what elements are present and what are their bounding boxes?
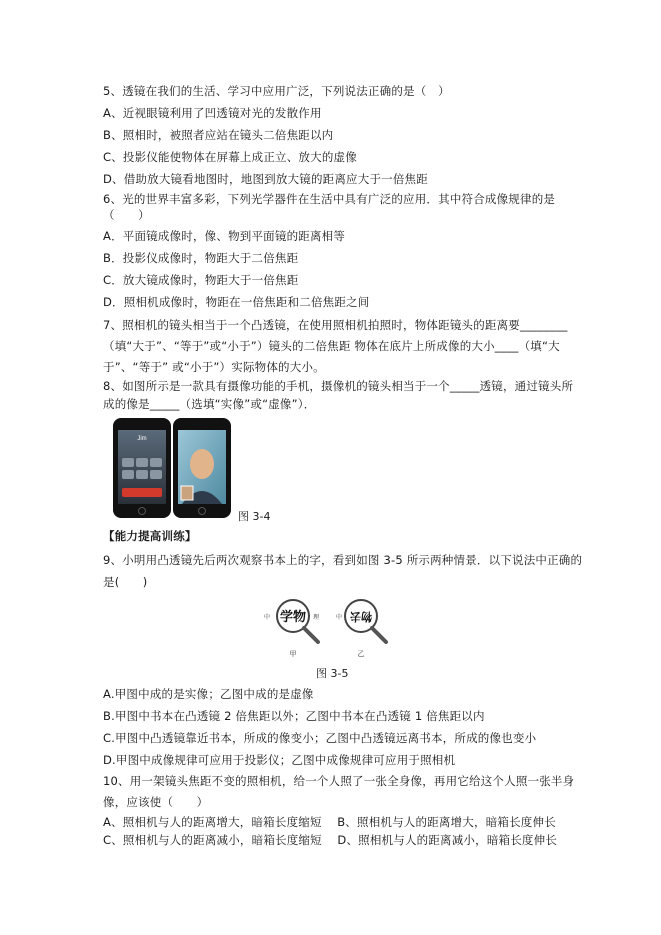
q5-option-b: B、照相时，被照者应站在镜头二倍焦距以内 (103, 128, 334, 142)
phone-photo (111, 416, 233, 520)
q6-option-a: A．平面镜成像时，像、物到平面镜的距离相等 (103, 229, 346, 243)
q9-option-c: C.甲图中凸透镜靠近书本，所成的像变小；乙图中凸透镜远离书本，所成的像也变小 (103, 731, 537, 745)
q10-options-cd: C、照相机与人的距离减小，暗箱长度缩短 D、照相机与人的距离减小，暗箱长度伸长 (103, 833, 558, 847)
q9-line2: 是( ) (103, 575, 148, 589)
figure-3-5-caption: 图 3-5 (316, 667, 349, 680)
q7-line3: 于”、“等于” 或“小于”）实际物体的大小。 (103, 360, 325, 374)
q7-line1: 7、照相机的镜头相当于一个凸透镜，在使用照相机拍照时，物体距镜头的距离要________ (103, 318, 568, 332)
face (190, 449, 214, 479)
q9-option-d: D.甲图中成像规律可应用于投影仪；乙图中成像规律可应用于照相机 (103, 753, 456, 767)
q10-options-ab: A、照相机与人的距离增大，暗箱长度缩短 B、照相机与人的距离增大，暗箱长度伸长 (103, 815, 556, 829)
q9-option-a: A.甲图中成的是实像；乙图中成的是虚像 (103, 687, 314, 701)
end-call-icon (122, 488, 162, 497)
q5-option-d: D、借助放大镜看地图时，地图到放大镜的距离应大于一倍焦距 (103, 172, 428, 186)
svg-text:学物: 学物 (279, 610, 307, 625)
q9-option-b: B.甲图中书本在凸透镜 2 倍焦距以外；乙图中书本在凸透镜 1 倍焦距以内 (103, 709, 485, 723)
q6-paren: （ ） (103, 208, 150, 222)
section-heading: 【能力提高训练】 (103, 529, 197, 543)
svg-text:乙: 乙 (357, 650, 365, 658)
q5-stem: 5、透镜在我们的生活、学习中应用广泛，下列说法正确的是（ ） (103, 84, 450, 98)
q10-line1: 10、用一架镜头焦距不变的照相机，给一个人照了一张全身像，再用它给这个人照一张半身 (103, 774, 575, 788)
magnifier-left-handle (304, 628, 318, 642)
q5-option-c: C、投影仪能使物体在屏幕上成正立、放大的虚像 (103, 150, 357, 164)
q6-option-c: C．放大镜成像时，物距大于一倍焦距 (103, 273, 299, 287)
svg-text:甲: 甲 (289, 650, 297, 658)
figure-3-4-caption: 图 3-4 (238, 510, 271, 523)
svg-text:中: 中 (264, 614, 271, 621)
caller-name: Jim (137, 436, 147, 442)
q6-option-d: D．照相机成像时，物距在一倍焦距和二倍焦距之间 (103, 295, 370, 309)
svg-text:理: 理 (313, 614, 320, 621)
q5-option-a: A、近视眼镜利用了凹透镜对光的发散作用 (103, 106, 322, 120)
q8-line1: 8、如图所示是一款具有摄像功能的手机，摄像机的镜头相当于一个_____透镜，通过镜头所 (103, 379, 574, 393)
svg-text:物去: 物去 (350, 610, 372, 623)
magnifier-figure (258, 598, 408, 660)
q9-line1: 9、小明用凸透镜先后两次观察书本上的字，看到如图 3-5 所示两种情景．以下说法中正确的 (103, 553, 583, 567)
q7-line2: （填“大于”、“等于”或“小于”）镜头的二倍焦距 物体在底片上所成像的大小____（填“大 (103, 339, 560, 353)
q6-option-b: B．投影仪成像时，物距大于二倍焦距 (103, 251, 299, 265)
q10-line2: 像，应该使（ ） (103, 795, 209, 809)
magnifier-right-handle (372, 628, 386, 642)
svg-text:中: 中 (336, 614, 343, 621)
q8-line2: 成的像是_____（选填“实像”或“虚像”）． (103, 397, 316, 411)
q6-stem: 6、光的世界丰富多彩，下列光学器件在生活中具有广泛的应用．其中符合成像规律的是 (103, 192, 556, 206)
